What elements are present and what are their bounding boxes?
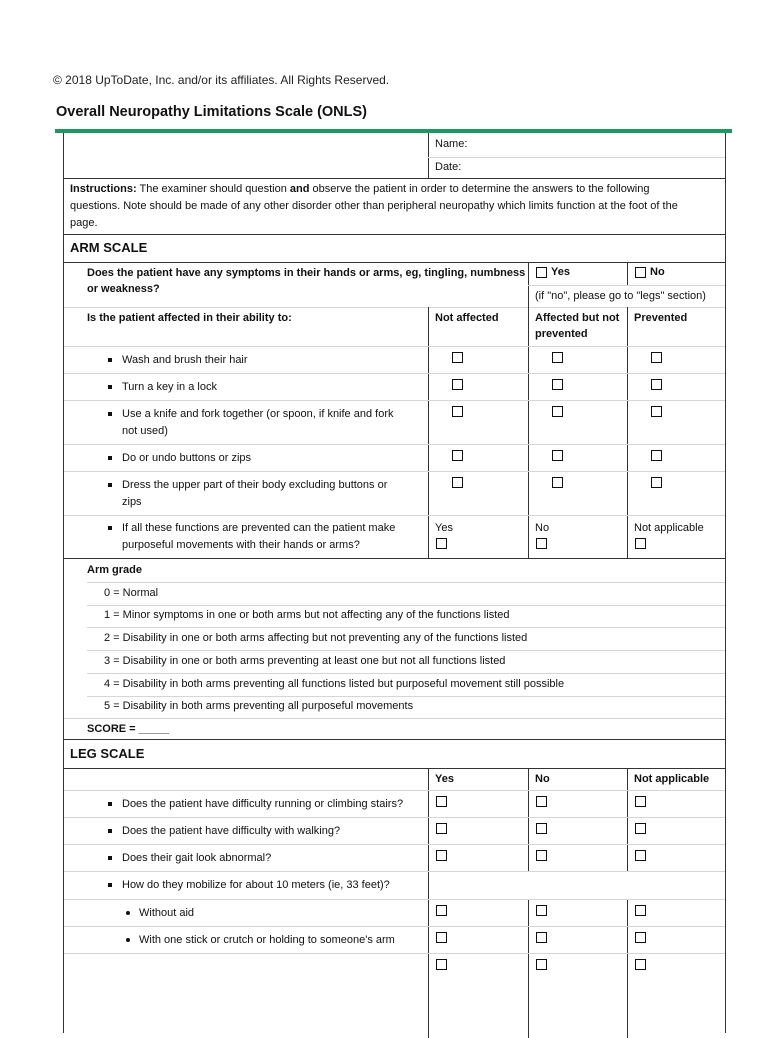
grade-rule <box>87 650 725 651</box>
row-rule <box>64 471 725 472</box>
turn-key-affected-checkbox[interactable] <box>552 379 563 390</box>
purposeful-question: If all these functions are prevented can the patient make <box>122 522 396 534</box>
arm-scale-heading: ARM SCALE <box>70 240 148 255</box>
leg-item-walking: Does the patient have difficulty with walking? <box>122 825 341 837</box>
purposeful-na-checkbox[interactable] <box>635 538 646 549</box>
leg-col-divider-2 <box>528 768 529 1038</box>
arm-item-buttons: Do or undo buttons or zips <box>122 452 252 464</box>
arm-grade-2: 2 = Disability in one or both arms affecting but not preventing any of the functions listed <box>104 632 528 644</box>
arm-item-knife-fork: Use a knife and fork together (or spoon, if knife and fork <box>122 408 394 420</box>
name-field-label: Name: <box>435 138 468 150</box>
symptoms-no-checkbox[interactable] <box>635 267 646 278</box>
leg-subitem-one-stick: With one stick or crutch or holding to someone's arm <box>139 934 395 946</box>
leg-heading-rule <box>64 768 725 769</box>
yes-no-underline <box>528 285 725 286</box>
instructions <box>70 181 720 197</box>
purposeful-question-line-2: purposeful movements with their hands or arms? <box>122 539 360 551</box>
onls-form <box>63 133 726 1033</box>
without-aid-na-checkbox[interactable] <box>635 905 646 916</box>
symptoms-question-line-2: or weakness? <box>87 283 160 295</box>
arm-col-divider-2 <box>528 307 529 558</box>
buttons-affected-checkbox[interactable] <box>552 450 563 461</box>
wash-hair-prevented-checkbox[interactable] <box>651 352 662 363</box>
symptoms-yes-label: Yes <box>551 266 570 278</box>
gait-na-checkbox[interactable] <box>635 850 646 861</box>
next-row-yes-checkbox[interactable] <box>436 959 447 970</box>
leg-col-no: No <box>535 773 550 785</box>
arm-header-rule <box>64 346 725 347</box>
one-stick-no-checkbox[interactable] <box>536 932 547 943</box>
dress-affected-checkbox[interactable] <box>552 477 563 488</box>
instructions-line-3: page. <box>70 217 98 229</box>
walking-no-checkbox[interactable] <box>536 823 547 834</box>
one-stick-yes-checkbox[interactable] <box>436 932 447 943</box>
arm-score-rule <box>64 739 725 740</box>
col-affected-not-prevented-2: prevented <box>535 328 588 340</box>
knife-fork-prevented-checkbox[interactable] <box>651 406 662 417</box>
grade-rule <box>87 582 725 583</box>
arm-item-wash-hair: Wash and brush their hair <box>122 354 248 366</box>
running-na-checkbox[interactable] <box>635 796 646 807</box>
row-rule <box>64 953 725 954</box>
grade-rule <box>87 696 725 697</box>
arm-item-knife-fork-line-2: not used) <box>122 425 168 437</box>
running-no-checkbox[interactable] <box>536 796 547 807</box>
leg-col-yes: Yes <box>435 773 454 785</box>
arm-heading-rule <box>64 262 725 263</box>
grade-rule <box>87 605 725 606</box>
arm-item-dress-upper: Dress the upper part of their body excluding buttons or <box>122 479 388 491</box>
purposeful-no-label: No <box>535 522 550 534</box>
name-field[interactable] <box>474 137 714 153</box>
knife-fork-not-affected-checkbox[interactable] <box>452 406 463 417</box>
arm-grade-1: 1 = Minor symptoms in one or both arms but not affecting any of the functions listed <box>104 609 510 621</box>
header-bottom-rule <box>64 178 725 179</box>
row-rule <box>64 515 725 516</box>
date-field[interactable] <box>469 160 714 176</box>
instructions-text-1: The examiner should question <box>139 183 287 195</box>
running-yes-checkbox[interactable] <box>436 796 447 807</box>
buttons-not-affected-checkbox[interactable] <box>452 450 463 461</box>
col-not-affected: Not affected <box>435 312 499 324</box>
row-rule <box>64 817 725 818</box>
grade-rule <box>87 627 725 628</box>
without-aid-yes-checkbox[interactable] <box>436 905 447 916</box>
purposeful-yes-label: Yes <box>435 522 453 534</box>
col-prevented: Prevented <box>634 312 688 324</box>
arm-score: SCORE = _____ <box>87 723 170 735</box>
arm-col-divider-1 <box>428 307 429 558</box>
name-date-divider <box>428 157 725 158</box>
dress-not-affected-checkbox[interactable] <box>452 477 463 488</box>
leg-item-running: Does the patient have difficulty running or climbing stairs? <box>122 798 404 810</box>
gait-yes-checkbox[interactable] <box>436 850 447 861</box>
symptoms-yes-checkbox[interactable] <box>536 267 547 278</box>
arm-item-dress-upper-line-2: zips <box>122 496 142 508</box>
one-stick-na-checkbox[interactable] <box>635 932 646 943</box>
arm-grade-4: 4 = Disability in both arms preventing all functions listed but purposeful movement still possible <box>104 678 565 690</box>
purposeful-na-label: Not applicable <box>634 522 704 534</box>
row-rule <box>64 899 725 900</box>
grade-rule <box>87 673 725 674</box>
wash-hair-affected-checkbox[interactable] <box>552 352 563 363</box>
leg-scale-heading: LEG SCALE <box>70 746 145 761</box>
mobilize-row-span <box>429 872 724 899</box>
arm-grade-0: 0 = Normal <box>104 587 159 599</box>
arm-item-turn-key: Turn a key in a lock <box>122 381 217 393</box>
leg-subitem-without-aid: Without aid <box>139 907 195 919</box>
arm-grade-5: 5 = Disability in both arms preventing all purposeful movements <box>104 700 414 712</box>
arm-table-bottom-rule <box>64 558 725 559</box>
instructions-text-2: observe the patient in order to determine the answers to the following <box>312 183 650 195</box>
buttons-prevented-checkbox[interactable] <box>651 450 662 461</box>
arm-grade-3: 3 = Disability in one or both arms preventing at least one but not all functions listed <box>104 655 506 667</box>
walking-yes-checkbox[interactable] <box>436 823 447 834</box>
leg-col-na: Not applicable <box>634 773 710 785</box>
turn-key-not-affected-checkbox[interactable] <box>452 379 463 390</box>
walking-na-checkbox[interactable] <box>635 823 646 834</box>
leg-col-divider-3 <box>627 768 628 1038</box>
next-row-na-checkbox[interactable] <box>635 959 646 970</box>
leg-item-mobilize: How do they mobilize for about 10 meters (ie, 33 feet)? <box>122 879 390 891</box>
dress-prevented-checkbox[interactable] <box>651 477 662 488</box>
instructions-line-2: questions. Note should be made of any other disorder other than peripheral neuropathy which limits function at the foot of the <box>70 200 678 212</box>
turn-key-prevented-checkbox[interactable] <box>651 379 662 390</box>
gait-no-checkbox[interactable] <box>536 850 547 861</box>
yes-no-divider <box>627 262 628 285</box>
without-aid-no-checkbox[interactable] <box>536 905 547 916</box>
purposeful-no-checkbox[interactable] <box>536 538 547 549</box>
row-rule <box>64 400 725 401</box>
copyright-notice: © 2018 UpToDate, Inc. and/or its affiliates. All Rights Reserved. <box>53 73 390 87</box>
header-divider <box>428 133 429 178</box>
col-affected-not-prevented-1: Affected but not <box>535 312 620 324</box>
symptoms-question-line-1: Does the patient have any symptoms in their hands or arms, eg, tingling, numbness <box>87 267 526 279</box>
row-rule <box>64 444 725 445</box>
row-rule <box>64 844 725 845</box>
symptoms-bottom-rule <box>64 307 725 308</box>
row-rule <box>64 373 725 374</box>
arm-grade-label: Arm grade <box>87 564 143 576</box>
leg-col-divider-1 <box>428 768 429 1038</box>
wash-hair-not-affected-checkbox[interactable] <box>452 352 463 363</box>
row-rule <box>64 926 725 927</box>
grade-rule <box>64 718 725 719</box>
knife-fork-affected-checkbox[interactable] <box>552 406 563 417</box>
leg-item-gait: Does their gait look abnormal? <box>122 852 272 864</box>
symptoms-no-label: No <box>650 266 665 278</box>
ability-question: Is the patient affected in their ability to: <box>87 312 292 324</box>
page-title: Overall Neuropathy Limitations Scale (ONLS) <box>56 104 368 120</box>
instructions-bottom-rule <box>64 234 725 235</box>
instructions-label: Instructions: <box>70 183 137 195</box>
purposeful-yes-checkbox[interactable] <box>436 538 447 549</box>
if-no-note: (if "no", please go to "legs" section) <box>535 290 706 302</box>
date-field-label: Date: <box>435 161 462 173</box>
arm-col-divider-3 <box>627 307 628 558</box>
leg-header-rule <box>64 790 725 791</box>
next-row-no-checkbox[interactable] <box>536 959 547 970</box>
instructions-bold: and <box>289 183 310 195</box>
